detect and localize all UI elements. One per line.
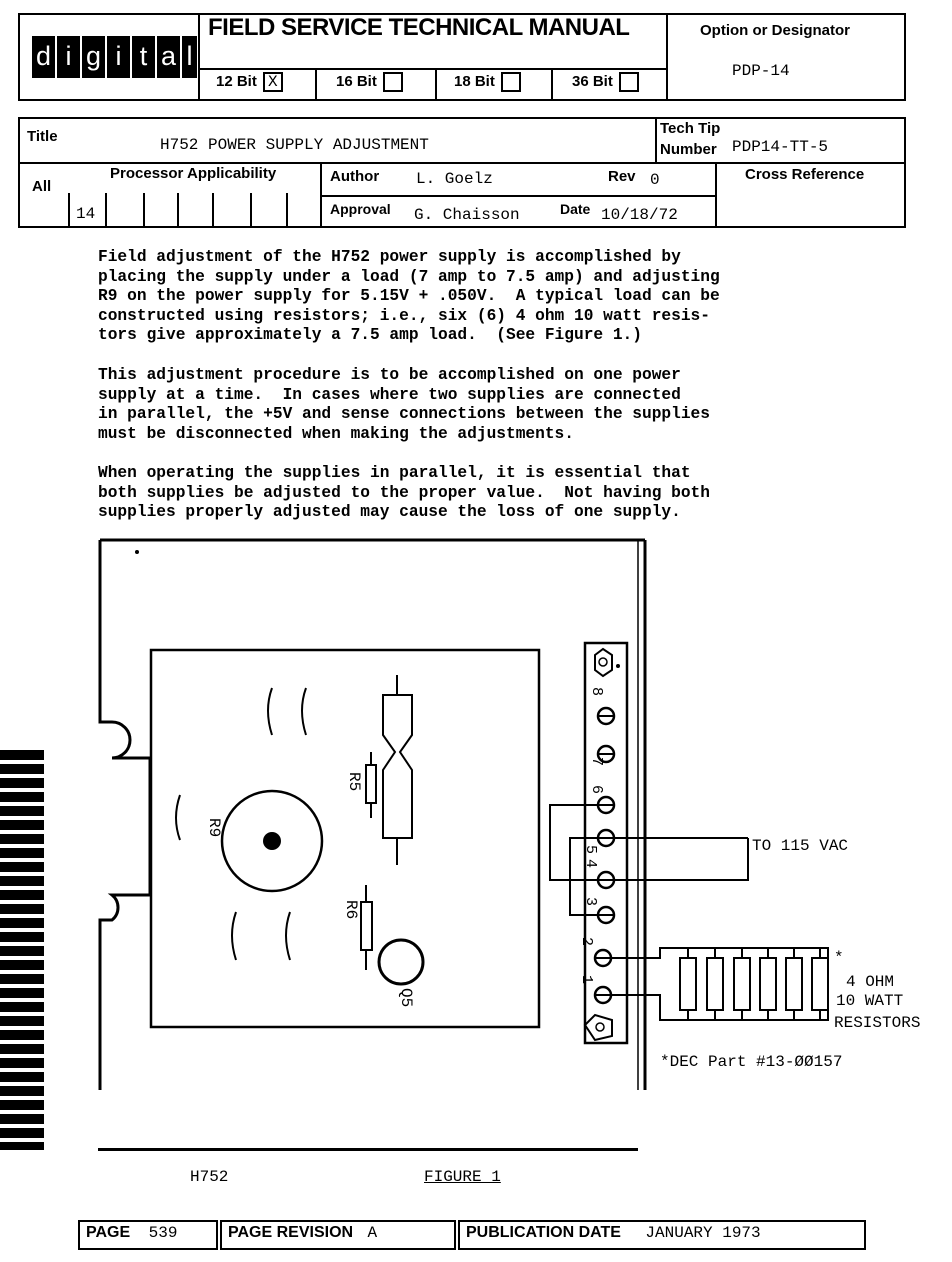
all-label: All [32,178,52,195]
logo-letter: d [32,36,55,78]
bit-label: 16 Bit [336,72,377,90]
paragraph: When operating the supplies in parallel, it is essential that both supplies be adjusted to the proper value. Not having both supplies properly adjusted may cause the loss of one supply. [98,464,710,522]
jumper-wire [550,805,598,880]
unit-label: H752 [190,1168,229,1186]
divider [105,193,107,227]
page-value: 539 [148,1224,178,1242]
divider [250,193,252,227]
terminal-number: 7 [588,757,605,767]
power-supply-diagram [0,530,952,1090]
divider [198,68,668,70]
mount-hole [596,1023,604,1031]
trace-mark [232,912,236,960]
bit-16 [336,72,403,92]
terminal-number: 2 [578,937,595,947]
page-label: PAGE [86,1224,131,1241]
revision-cell [220,1220,456,1250]
terminal-numbers [578,687,605,984]
asterisk-mark: * [834,949,844,967]
logo-letter: a [157,36,180,78]
author-value: L. Goelz [416,170,493,188]
trace-mark [176,795,180,840]
chassis-left-edge [100,540,150,1090]
divider [212,193,214,227]
page-cell [78,1220,218,1250]
author-label: Author [330,168,380,185]
cross-reference-label: Cross Reference [745,166,865,183]
mount-dot [135,550,139,554]
resistor-label: 10 WATT [836,992,904,1010]
processor-label: Processor Applicability [110,165,277,182]
trace-mark [286,912,290,960]
bit-36 [572,72,639,92]
q5-label: Q5 [397,988,415,1008]
strip-mount [585,1015,612,1040]
logo-letter: l [182,36,197,78]
load-resistor [812,958,828,1010]
divider [286,193,288,227]
tech-tip-label: Tech Tip [660,120,721,137]
divider [320,195,716,197]
logo-letter: i [107,36,130,78]
trace-mark [268,688,272,735]
digital-logo [18,14,198,100]
divider [18,162,906,164]
dec-part-number: *DEC Part #13-ØØ157 [660,1053,843,1071]
load-resistor [707,958,723,1010]
strip-mount [595,649,612,676]
power-component [383,695,412,838]
load-resistor [786,958,802,1010]
resistor-label: 4 OHM [846,973,895,991]
figure-caption: FIGURE 1 [424,1168,501,1186]
bit-checkbox: X [263,72,283,92]
option-value: PDP-14 [732,62,790,80]
q5-transistor [379,940,423,984]
pubdate-cell [458,1220,866,1250]
divider [551,68,553,100]
tech-tip-value: PDP14-TT-5 [732,138,829,156]
divider [198,13,200,101]
logo-letter: t [132,36,155,78]
manual-title: FIELD SERVICE TECHNICAL MANUAL [208,14,630,41]
mount-hole [599,658,607,666]
option-label: Option or Designator [700,22,850,39]
terminal-number: 5 [582,845,599,855]
divider [68,193,70,227]
terminal-number: 3 [582,897,599,907]
bit-checkbox [501,72,521,92]
bit-label: 18 Bit [454,72,495,90]
r5-resistor [366,765,376,803]
paragraph: This adjustment procedure is to be accomplished on one power supply at a time. In cases where two supplies are connected in parallel, the +5V and sense connections between the supplies must be disconnected when making the adjustments. [98,366,710,443]
bit-label: 36 Bit [572,72,613,90]
r6-resistor [361,902,372,950]
title-value: H752 POWER SUPPLY ADJUSTMENT [160,136,429,154]
mount-dot [616,664,620,668]
date-value: 10/18/72 [601,206,678,224]
rev-value: 0 [650,171,660,189]
chassis-bottom-edge [98,1148,638,1151]
r6-label: R6 [342,900,360,920]
title-label: Title [27,128,58,145]
bit-checkbox [383,72,403,92]
logo-letter: i [57,36,80,78]
approval-value: G. Chaisson [414,206,520,224]
divider [435,68,437,100]
date-label: Date [560,201,591,217]
processor-value: 14 [76,205,96,223]
bit-18 [454,72,521,92]
r5-label: R5 [345,772,363,792]
divider [666,13,668,101]
terminal-number: 1 [578,975,595,985]
resistor-label: RESISTORS [834,1014,921,1032]
load-resistor [680,958,696,1010]
rev-label: Rev [608,168,636,185]
bit-checkbox [619,72,639,92]
revision-label: PAGE REVISION [228,1224,354,1241]
terminal-number: 4 [582,859,599,869]
divider [315,68,317,100]
trace-mark [302,688,306,735]
ac-wire [614,838,748,880]
circuit-board [151,650,539,1027]
load-resistor [734,958,750,1010]
pubdate-label: PUBLICATION DATE [466,1224,621,1241]
number-label: Number [660,141,717,158]
approval-label: Approval [330,201,391,217]
paragraph: Field adjustment of the H752 power supply is accomplished by placing the supply under a load (7 amp to 7.5 amp) and adjusting R9 on the power supply for 5.15V + .050V. A typical load can be constructed using resistors; i.e., six (6) 4 ohm 10 watt resis- tors give approximately a 7.5 amp load. (See Figure 1.) [98,248,720,345]
revision-value: A [367,1224,378,1242]
bit-12 [216,72,283,92]
divider [177,193,179,227]
bit-label: 12 Bit [216,72,257,90]
r9-adjust-screw [263,832,281,850]
divider [143,193,145,227]
pubdate-value: JANUARY 1973 [645,1224,761,1242]
terminal-number: 6 [588,785,605,795]
load-resistor [760,958,776,1010]
r9-label: R9 [205,818,223,838]
divider [655,117,657,164]
terminal-number: 8 [588,687,605,697]
logo-letter: g [82,36,105,78]
vac-label: TO 115 VAC [752,837,849,855]
